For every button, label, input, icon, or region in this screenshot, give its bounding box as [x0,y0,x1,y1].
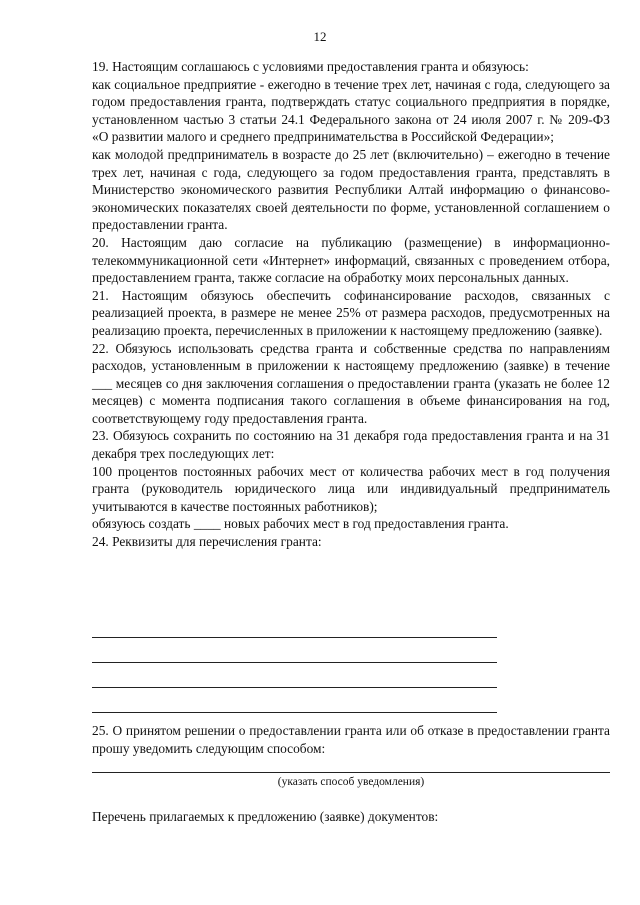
paragraph-23-jobs-create: обязуюсь создать ____ новых рабочих мест в год предоставления гранта. [92,516,509,532]
grant-details-line-4[interactable] [92,712,497,713]
paragraph-20: 20. Настоящим даю согласие на публикацию (размещение) в информационно-телекоммуникационной сети «Интернет» информаций, связанных с проведением отбора, предоставлением гранта, также согласие на обработку моих персональных данных. [92,234,610,286]
grant-details-line-2[interactable] [92,662,497,663]
document-body [92,58,610,551]
paragraph-19-intro: 19. Настоящим соглашаюсь с условиями предоставления гранта и обязуюсь: [92,59,529,74]
paragraph-25: 25. О принятом решении о предоставлении гранта или об отказе в предоставлении гранта прошу уведомить следующим способом: [92,723,610,756]
page-number: 12 [313,29,327,44]
paragraph-25-block [92,722,610,757]
paragraph-24: 24. Реквизиты для перечисления гранта: [92,534,322,550]
notification-method-line[interactable] [92,772,610,773]
notification-caption: (указать способ уведомления) [277,776,425,788]
paragraph-22: 22. Обязуюсь использовать средства гранта и собственные средства по направлениям расходов, установленным в приложении к настоящему предложению (заявке) в течение ___ месяцев со дня заключения соглашения о предоставлении гранта (указать не более 12 месяцев) с момента подписания такого соглашения в объеме финансирования на год, соответствующему году предоставления гранта. [92,340,610,426]
paragraph-19-social-enterprise: как социальное предприятие - ежегодно в течение трех лет, начиная с года, следующего за годом предоставления гранта, подтверждать статус социального предприятия в порядке, установленном частью 3 статьи 24.1 Федерального закона от 24 июля 2007 г. № 209-ФЗ «О развитии малого и среднего предпринимательства в Российской Федерации»; [92,76,610,145]
paragraph-23-jobs-retain: 100 процентов постоянных рабочих мест от количества рабочих мест в год получения гранта (руководитель юридического лица или индивидуальный предприниматель учитываются в качестве постоянных работников); [92,463,610,514]
grant-details-line-1[interactable] [92,637,497,638]
paragraph-21: 21. Настоящим обязуюсь обеспечить софинансирование расходов, связанных с реализацией проекта, в размере не менее 25% от размера расходов, предусмотренных на реализацию проекта, перечисленных в приложении к настоящему предложению (заявке). [92,287,610,338]
grant-details-line-3[interactable] [92,687,497,688]
paragraph-23: 23. Обязуюсь сохранить по состоянию на 31 декабря года предоставления гранта и на 31 декабря трех последующих лет: [92,428,610,462]
paragraph-19-young-entrepreneur: как молодой предприниматель в возрасте до 25 лет (включительно) – ежегодно в течение трех лет, начиная с года, следующего за годом предоставления гранта, представлять в Министерство экономического развития Республики Алтай информацию о финансово-экономических показателях своей деятельности по форме, установленной соглашением о предоставлении гранта. [92,146,610,233]
documents-heading: Перечень прилагаемых к предложению (заявке) документов: [92,809,439,824]
